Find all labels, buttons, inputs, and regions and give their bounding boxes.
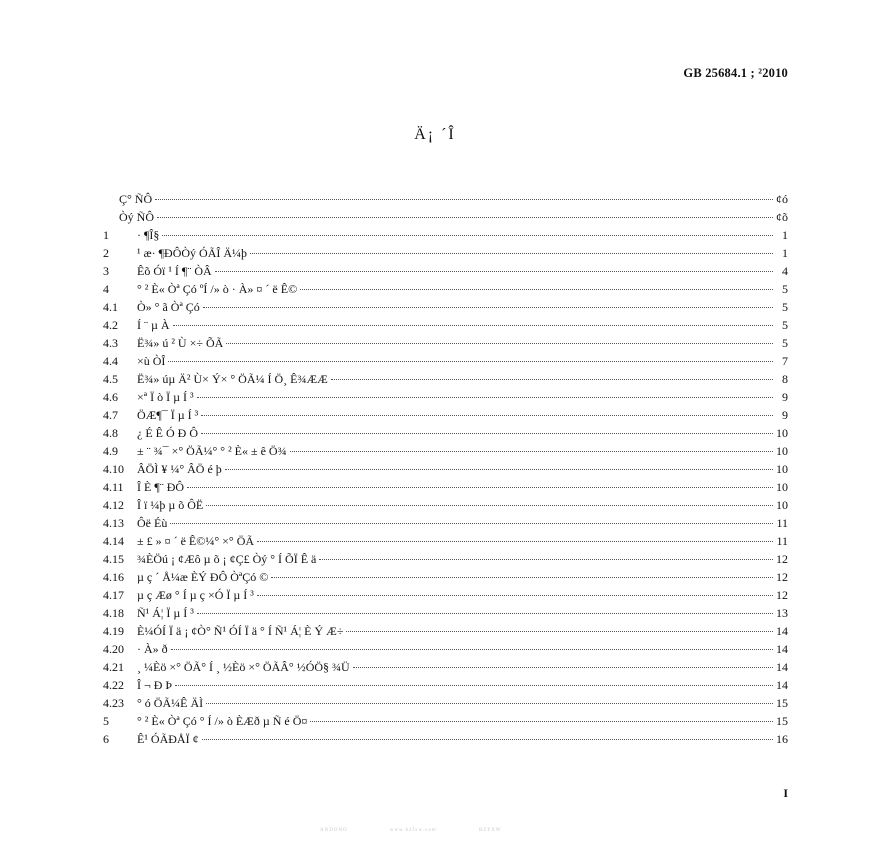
toc-dot-leader bbox=[168, 361, 773, 362]
toc-entry-number: 4.21 bbox=[103, 660, 124, 674]
toc-entry[interactable] bbox=[103, 388, 788, 406]
toc-entry-page: ¢õ bbox=[776, 210, 788, 224]
toc-dot-leader bbox=[346, 631, 773, 632]
toc-entry-page: 13 bbox=[776, 606, 788, 620]
toc-entry-page: 12 bbox=[776, 570, 788, 584]
toc-entry-number: 4.9 bbox=[103, 444, 118, 458]
toc-entry-page: 5 bbox=[782, 318, 788, 332]
toc-entry[interactable] bbox=[103, 208, 788, 226]
toc-entry[interactable] bbox=[103, 514, 788, 532]
toc-entry-number: 4.4 bbox=[103, 354, 118, 368]
toc-entry-page: 8 bbox=[782, 372, 788, 386]
toc-entry-title: ×ù ÒÎ bbox=[137, 354, 166, 368]
toc-dot-leader bbox=[250, 253, 773, 254]
toc-dot-leader bbox=[290, 451, 773, 452]
toc-entry-page: 14 bbox=[776, 642, 788, 656]
toc-entry-page: 12 bbox=[776, 552, 788, 566]
toc-entry[interactable] bbox=[103, 586, 788, 604]
toc-entry-page: 15 bbox=[776, 696, 788, 710]
toc-entry-number: 4.20 bbox=[103, 642, 124, 656]
toc-entry-title: · ¶Î§ bbox=[137, 228, 160, 242]
toc-entry[interactable] bbox=[103, 460, 788, 478]
toc-dot-leader bbox=[175, 685, 773, 686]
toc-entry-page: 5 bbox=[782, 282, 788, 296]
toc-entry[interactable] bbox=[103, 280, 788, 298]
toc-dot-leader bbox=[203, 307, 773, 308]
toc-entry[interactable] bbox=[103, 640, 788, 658]
toc-entry[interactable] bbox=[103, 676, 788, 694]
toc-entry[interactable] bbox=[103, 478, 788, 496]
toc-entry[interactable] bbox=[103, 370, 788, 388]
toc-dot-leader bbox=[173, 325, 773, 326]
toc-entry-number: 4 bbox=[103, 282, 109, 296]
toc-dot-leader bbox=[202, 739, 773, 740]
toc-entry-number: 4.15 bbox=[103, 552, 124, 566]
toc-dot-leader bbox=[225, 469, 773, 470]
toc-entry-number: 4.12 bbox=[103, 498, 124, 512]
toc-entry-page: 4 bbox=[782, 264, 788, 278]
toc-entry-number: 4.19 bbox=[103, 624, 124, 638]
toc-entry-page: 1 bbox=[782, 228, 788, 242]
toc-entry-number: 4.17 bbox=[103, 588, 124, 602]
toc-dot-leader bbox=[157, 217, 773, 218]
toc-title: Ä¡ ´Î bbox=[414, 126, 456, 143]
toc-entry-page: 9 bbox=[782, 408, 788, 422]
toc-entry[interactable] bbox=[103, 532, 788, 550]
toc-entry[interactable] bbox=[103, 604, 788, 622]
toc-entry[interactable] bbox=[103, 406, 788, 424]
toc-entry-page: 14 bbox=[776, 678, 788, 692]
toc-entry-page: 10 bbox=[776, 426, 788, 440]
toc-dot-leader bbox=[331, 379, 773, 380]
toc-entry-title: · À» ð bbox=[137, 642, 168, 656]
toc-entry-title: Ë¾» ú ² Ù ×÷ ÕÃ bbox=[137, 336, 224, 350]
toc-dot-leader bbox=[215, 271, 773, 272]
toc-entry-page: ¢ó bbox=[776, 192, 788, 206]
toc-entry-title: Ë¾» úµ Ä² Ù× Ý× ° ÖÃ¼ Í Ö¸ Ê¾ÆÆ bbox=[137, 372, 328, 386]
toc-dot-leader bbox=[226, 343, 773, 344]
toc-entry-number: 4.18 bbox=[103, 606, 124, 620]
toc-entry-page: 10 bbox=[776, 480, 788, 494]
toc-dot-leader bbox=[353, 667, 773, 668]
toc-entry-page: 15 bbox=[776, 714, 788, 728]
toc-dot-leader bbox=[201, 415, 773, 416]
toc-dot-leader bbox=[170, 523, 773, 524]
toc-dot-leader bbox=[171, 649, 773, 650]
toc-entry-title: Í ¨ µ À bbox=[137, 318, 170, 332]
toc-entry-title: Ê¹ ÓÃÐÅÏ ¢ bbox=[137, 732, 199, 746]
toc-entry-number: 4.13 bbox=[103, 516, 124, 530]
toc-entry-page: 10 bbox=[776, 498, 788, 512]
toc-entry[interactable] bbox=[103, 316, 788, 334]
toc-entry-title: ÂÖÌ ¥ ¼° ÂÖ é þ bbox=[137, 462, 222, 476]
toc-entry-page: 11 bbox=[776, 516, 788, 530]
toc-entry-number: 4.3 bbox=[103, 336, 118, 350]
toc-entry-number: 4.8 bbox=[103, 426, 118, 440]
toc-entry[interactable] bbox=[103, 712, 788, 730]
toc-entry-number: 4.23 bbox=[103, 696, 124, 710]
toc-entry[interactable] bbox=[103, 658, 788, 676]
toc-entry-title: ¸ ¼Èö ×° ÖÃ° Í ¸ ½Èö ×° ÖÃÂ° ½ÓÖ§ ¾Ü bbox=[137, 660, 350, 674]
toc-entry[interactable] bbox=[103, 244, 788, 262]
toc-dot-leader bbox=[271, 577, 773, 578]
toc-entry[interactable] bbox=[103, 568, 788, 586]
toc-entry-title: ¹ æ· ¶ÐÔÒý ÓÃÎ Ä¼þ bbox=[137, 246, 248, 260]
toc-dot-leader bbox=[206, 703, 773, 704]
toc-entry-title: ± ¨ ¾¯ ×° ÖÃ¼° ° ² È« ± ê Ö¾ bbox=[137, 444, 287, 458]
toc-entry[interactable] bbox=[103, 334, 788, 352]
toc-entry-page: 16 bbox=[776, 732, 788, 746]
toc-entry[interactable] bbox=[103, 730, 788, 748]
toc-dot-leader bbox=[319, 559, 773, 560]
toc-entry[interactable] bbox=[103, 496, 788, 514]
toc-dot-leader bbox=[300, 289, 773, 290]
toc-entry-number: 4.2 bbox=[103, 318, 118, 332]
toc-entry-title: Î ï ¼þ µ õ ÔË bbox=[137, 498, 204, 512]
toc-entry-title: ± £ » ¤ ´ ë Ê©¼° ×° ÖÃ bbox=[137, 534, 255, 548]
toc-entry-title: ° ² È« Òª Çó ºÍ /» ò · À» ¤ ´ ë Ê© bbox=[137, 282, 298, 296]
toc-entry[interactable] bbox=[103, 226, 788, 244]
toc-entry-title: Î ¬ Ð Þ bbox=[137, 678, 173, 692]
toc-entry-page: 11 bbox=[776, 534, 788, 548]
toc-list bbox=[103, 190, 788, 748]
toc-entry-title: µ ç Æø ° Í µ ç ×Ó Ï µ Í ³ bbox=[137, 588, 254, 602]
toc-entry-page: 9 bbox=[782, 390, 788, 404]
toc-dot-leader bbox=[155, 199, 773, 200]
toc-entry-number: 1 bbox=[103, 228, 109, 242]
toc-entry[interactable] bbox=[103, 694, 788, 712]
toc-entry-number: 4.6 bbox=[103, 390, 118, 404]
toc-entry-number: 4.22 bbox=[103, 678, 124, 692]
toc-entry[interactable] bbox=[103, 442, 788, 460]
toc-entry[interactable] bbox=[103, 298, 788, 316]
toc-entry-number: 4.7 bbox=[103, 408, 118, 422]
toc-entry-title: Ç° ÑÔ bbox=[119, 192, 153, 206]
toc-entry-number: 4.1 bbox=[103, 300, 118, 314]
footer-watermark: ANDONO www.bzfxw.com BZFXW bbox=[320, 828, 502, 833]
toc-entry[interactable] bbox=[103, 262, 788, 280]
toc-entry[interactable] bbox=[103, 550, 788, 568]
toc-dot-leader bbox=[257, 595, 773, 596]
toc-dot-leader bbox=[201, 433, 773, 434]
toc-entry[interactable] bbox=[103, 190, 788, 208]
toc-entry-title: ¿ É Ê Ó Ð Ô bbox=[137, 426, 198, 440]
toc-entry-title: Î È ¶¨ ÐÔ bbox=[137, 480, 185, 494]
toc-entry-page: 14 bbox=[776, 660, 788, 674]
toc-entry-title: Êõ Óï ¹ Í ¶¨ ÒÂ bbox=[137, 264, 212, 278]
toc-entry-title: Ôë Éù bbox=[137, 516, 168, 530]
toc-entry-title: ¾ÈÖú ¡ ¢Æô µ õ ¡ ¢Ç£ Òý ° Í ÕÏ Ê ä bbox=[137, 552, 317, 566]
toc-entry-title: Òý ÑÔ bbox=[119, 210, 154, 224]
toc-entry-page: 1 bbox=[782, 246, 788, 260]
toc-entry-title: È¼ÓÍ Ï ä ¡ ¢Ò° Ñ¹ ÓÍ Ï ä ° Í Ñ¹ Á¦ È Ý Æ÷ bbox=[137, 624, 344, 638]
toc-dot-leader bbox=[206, 505, 773, 506]
toc-entry-title: Ò» ° ã Òª Çó bbox=[137, 300, 200, 314]
toc-entry-page: 5 bbox=[782, 300, 788, 314]
toc-entry-title: ° ó ÖÃ¼Ê ÄÌ bbox=[137, 696, 204, 710]
page-number: I bbox=[783, 786, 788, 800]
toc-entry-number: 2 bbox=[103, 246, 109, 260]
toc-entry[interactable] bbox=[103, 352, 788, 370]
toc-entry-title: ÖÆ¶¯ Ï µ Í ³ bbox=[137, 408, 199, 422]
toc-entry-page: 12 bbox=[776, 588, 788, 602]
toc-entry-title: µ ç ´ Å¼æ ÈÝ ÐÔ ÒªÇó © bbox=[137, 570, 269, 584]
toc-entry-title: ×ª Ï ò Ï µ Í ³ bbox=[137, 390, 194, 404]
toc-entry-number: 4.14 bbox=[103, 534, 124, 548]
toc-dot-leader bbox=[257, 541, 773, 542]
toc-entry-number: 3 bbox=[103, 264, 109, 278]
standard-code: GB 25684.1 ; ²2010 bbox=[683, 66, 788, 80]
toc-entry-page: 10 bbox=[776, 444, 788, 458]
toc-entry[interactable] bbox=[103, 622, 788, 640]
toc-dot-leader bbox=[310, 721, 773, 722]
toc-entry[interactable] bbox=[103, 424, 788, 442]
toc-entry-page: 7 bbox=[782, 354, 788, 368]
toc-entry-page: 5 bbox=[782, 336, 788, 350]
toc-entry-page: 14 bbox=[776, 624, 788, 638]
toc-entry-number: 4.11 bbox=[103, 480, 124, 494]
toc-entry-number: 4.16 bbox=[103, 570, 124, 584]
toc-dot-leader bbox=[197, 397, 773, 398]
toc-entry-number: 6 bbox=[103, 732, 109, 746]
toc-entry-number: 4.10 bbox=[103, 462, 124, 476]
toc-entry-page: 10 bbox=[776, 462, 788, 476]
toc-dot-leader bbox=[197, 613, 773, 614]
toc-dot-leader bbox=[162, 235, 773, 236]
toc-entry-number: 5 bbox=[103, 714, 109, 728]
toc-entry-title: ° ² È« Òª Çó ° Í /» ò ÈÆð µ Ñ é Ö¤ bbox=[137, 714, 308, 728]
toc-dot-leader bbox=[187, 487, 773, 488]
toc-entry-number: 4.5 bbox=[103, 372, 118, 386]
toc-entry-title: Ñ¹ Á¦ Ï µ Í ³ bbox=[137, 606, 194, 620]
